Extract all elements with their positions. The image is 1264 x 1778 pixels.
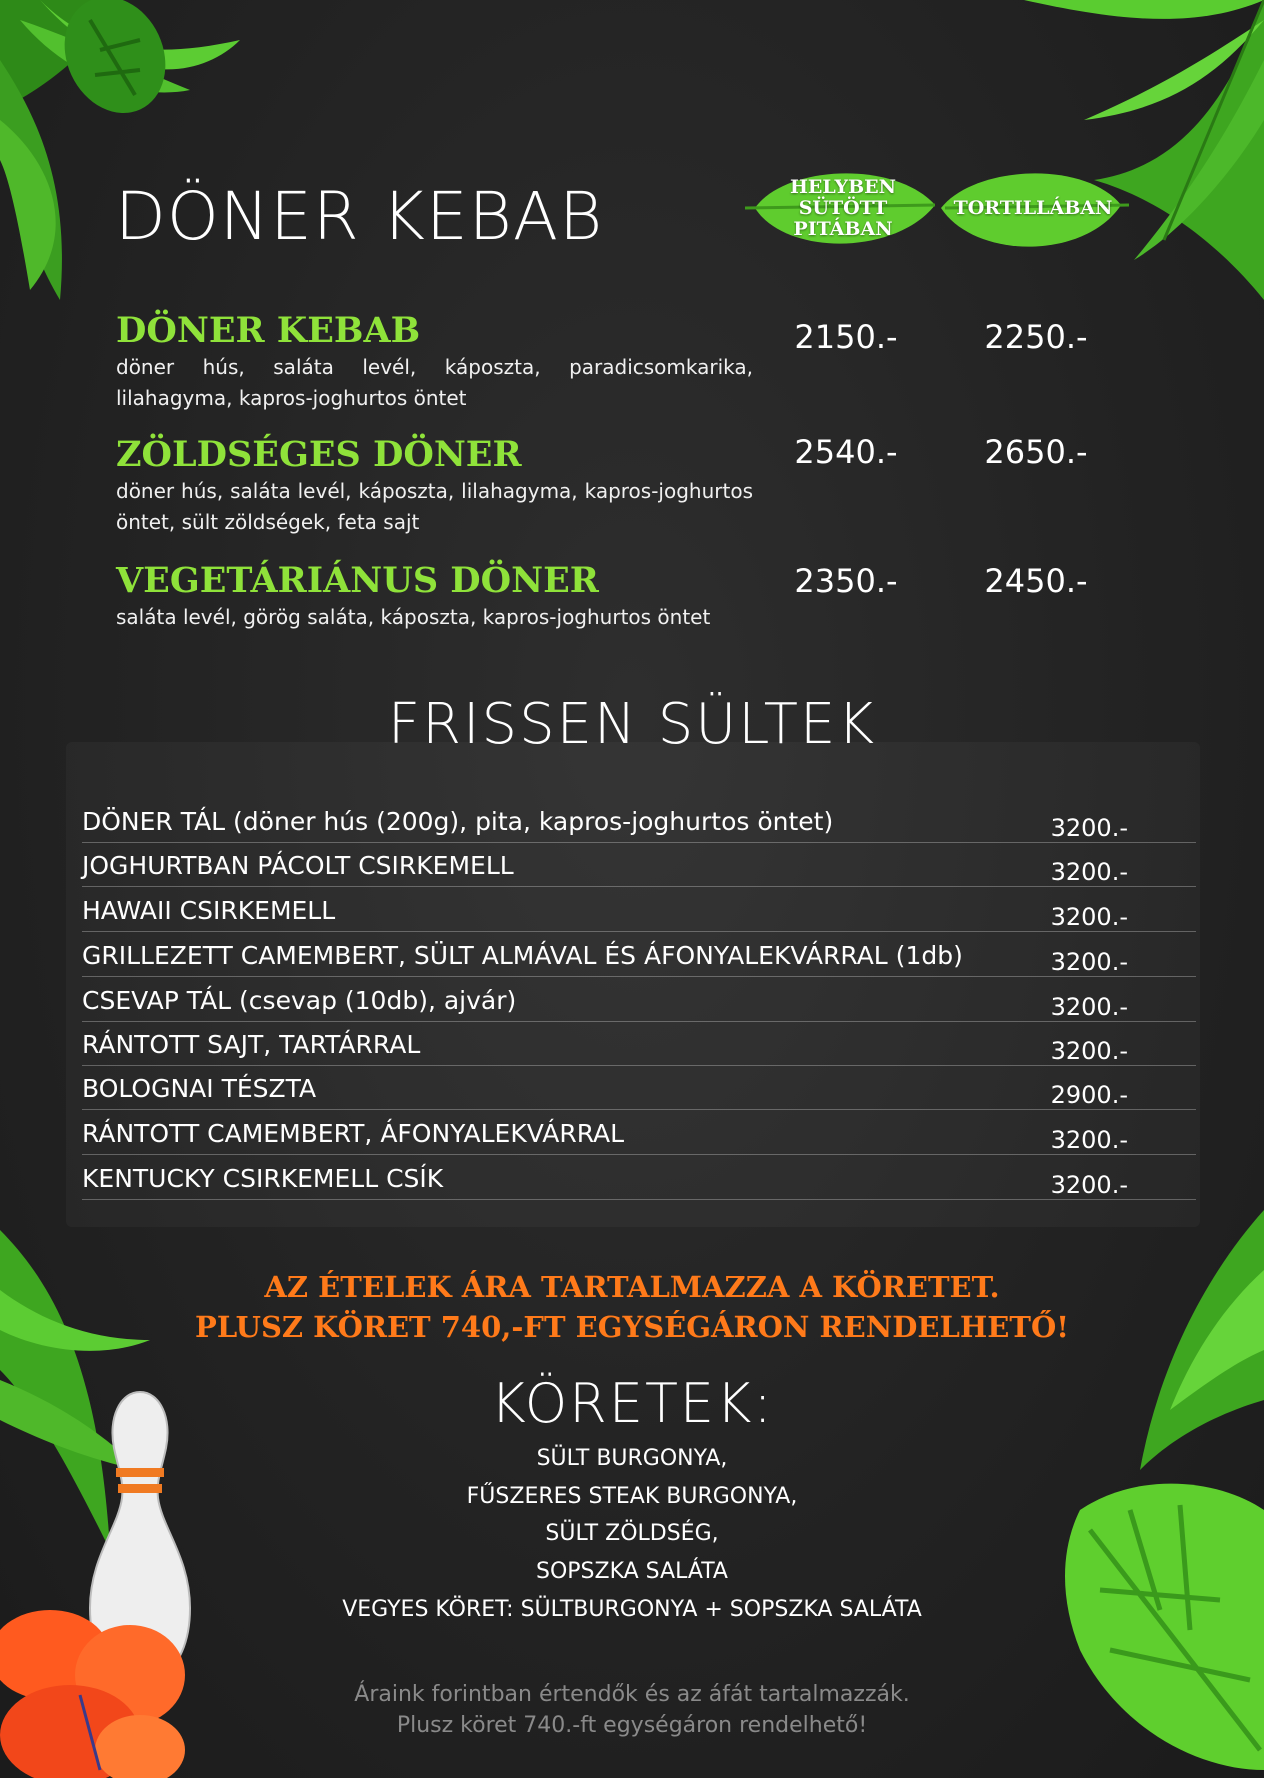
menu-row-name: HAWAII CSIRKEMELL [82,896,336,925]
menu-row [82,1110,1196,1155]
menu-row [82,842,1196,887]
menu-row [82,798,1196,843]
menu-row-name: RÁNTOTT CAMEMBERT, ÁFONYALEKVÁRRAL [82,1119,625,1148]
price-tortilla: 2650.- [984,433,1088,471]
menu-row [82,1155,1196,1200]
menu-row [82,977,1196,1022]
badge-tortilla [935,160,1131,256]
footer-line-1: Áraink forintban értendők és az áfát tartalmazzák. [354,1682,910,1707]
menu-row-price: 3200.- [1050,993,1128,1021]
notice-line-1: AZ ÉTELEK ÁRA TARTALMAZZA A KÖRETET. [264,1270,1000,1304]
menu-row [82,1065,1196,1110]
notice-line-2: PLUSZ KÖRET 740,-FT EGYSÉGÁRON RENDELHETŐ! [195,1310,1069,1344]
side-item: SÜLT ZÖLDSÉG, [545,1521,719,1546]
price-tortilla: 2450.- [984,562,1088,600]
item-name: VEGETÁRIÁNUS DÖNER [116,560,599,601]
menu-row-name: GRILLEZETT CAMEMBERT, SÜLT ALMÁVAL ÉS ÁFONYALEKVÁRRAL (1db) [82,941,963,970]
menu-row-name: CSEVAP TÁL (csevap (10db), ajvár) [82,986,517,1015]
price-pita: 2150.- [794,318,898,356]
menu-row-price: 3200.- [1050,814,1128,842]
section-title-sides: KÖRETEK: [490,1372,774,1435]
item-description: saláta levél, görög saláta, káposzta, kapros-joghurtos öntet [116,605,711,629]
item-name: DÖNER KEBAB [116,310,421,351]
badge-tortilla-label: TORTILLÁBAN [953,196,1113,219]
section-title-fresh: FRISSEN SÜLTEK [387,692,877,757]
price-pita: 2540.- [794,433,898,471]
side-item: SOPSZKA SALÁTA [536,1559,728,1584]
menu-row [82,932,1196,977]
side-item: VEGYES KÖRET: SÜLTBURGONYA + SOPSZKA SALÁTA [342,1597,922,1622]
palm-leaf-icon [0,0,270,310]
item-description: döner hús, saláta levél, káposzta, lilahagyma, kapros-joghurtos öntet, sült zöldségek, feta sajt [116,479,753,534]
menu-row-price: 3200.- [1050,1037,1128,1065]
menu-row-name: KENTUCKY CSIRKEMELL CSÍK [82,1164,444,1193]
menu-row [82,1021,1196,1066]
menu-row [82,887,1196,932]
menu-row-price: 3200.- [1050,1126,1128,1154]
menu-row-price: 3200.- [1050,1171,1128,1199]
badge-pita-label: HELYBEN SÜTÖTT PITÁBAN [789,175,897,240]
menu-row-price: 3200.- [1050,948,1128,976]
side-item: FŰSZERES STEAK BURGONYA, [466,1484,798,1509]
price-tortilla: 2250.- [984,318,1088,356]
menu-row-price: 2900.- [1050,1081,1128,1109]
side-item: SÜLT BURGONYA, [536,1446,728,1471]
section-title-doner: DÖNER KEBAB [115,178,604,255]
badge-pita [745,160,941,256]
item-name: ZÖLDSÉGES DÖNER [116,434,522,475]
menu-row-name: RÁNTOTT SAJT, TARTÁRRAL [82,1030,421,1059]
item-description: döner hús, saláta levél, káposzta, paradicsomkarika, lilahagyma, kapros-joghurtos öntet [116,355,753,410]
menu-row-name: DÖNER TÁL (döner hús (200g), pita, kapros-joghurtos öntet) [82,807,834,836]
menu-row-name: JOGHURTBAN PÁCOLT CSIRKEMELL [82,851,514,880]
footer-line-2: Plusz köret 740.-ft egységáron rendelhető! [396,1713,868,1738]
menu-row-price: 3200.- [1050,903,1128,931]
menu-row-price: 3200.- [1050,858,1128,886]
menu-row-name: BOLOGNAI TÉSZTA [82,1074,317,1103]
price-pita: 2350.- [794,562,898,600]
